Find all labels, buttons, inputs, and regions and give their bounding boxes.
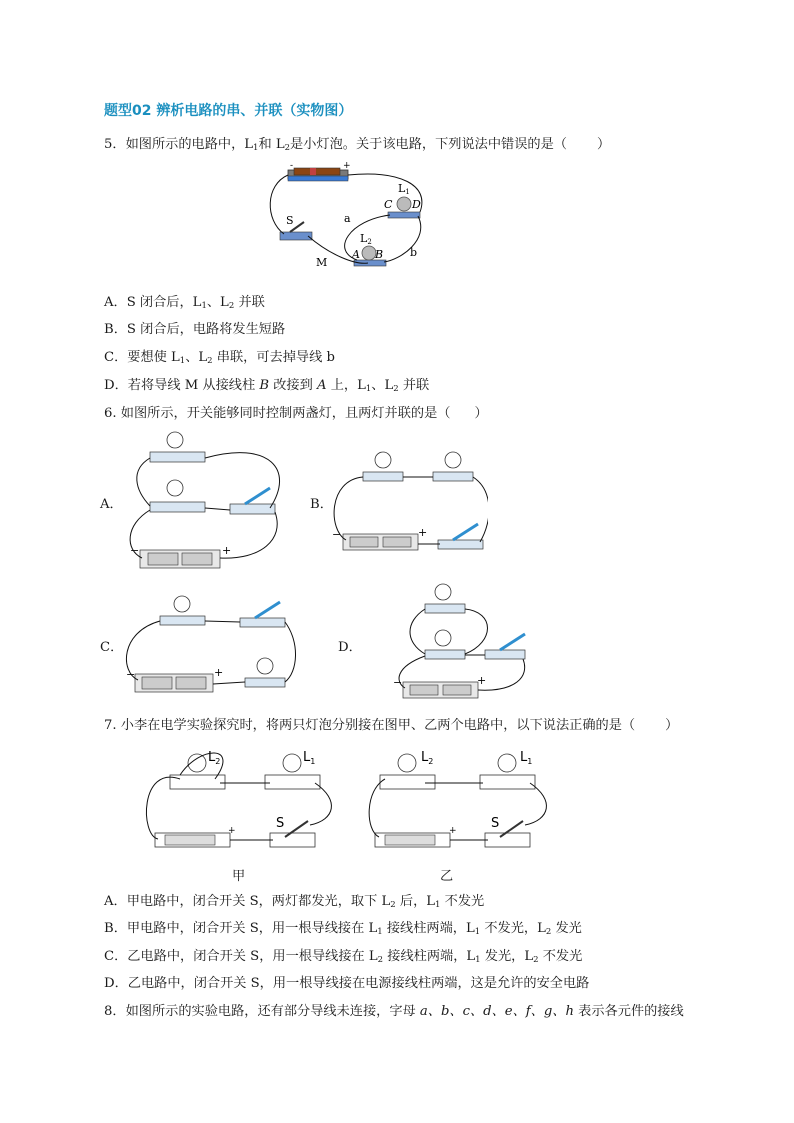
lamp-icon — [445, 452, 461, 468]
svg-text:S: S — [286, 214, 294, 227]
lamp-icon — [167, 432, 183, 448]
svg-text:L2: $L_2$ — [421, 750, 434, 766]
q6-label-b: B． — [310, 497, 333, 512]
lamp-l1-icon — [498, 754, 516, 772]
q7-stem: 7. 小李在电学实验探究时，将两只灯泡分别接在图甲、乙两个电路中，以下说法正确的是（ ） — [104, 718, 679, 733]
svg-text:S: S — [276, 816, 285, 831]
q6-figure-d — [385, 582, 545, 707]
switch-icon — [280, 232, 312, 240]
q5-option-c: C．要想使 $L_1$、$L_2$ 串联，可去掉导线 b — [104, 350, 335, 366]
q7-option-d: D．乙电路中，闭合开关 S，用一根导线接在电源接线柱两端，这是允许的安全电路 — [104, 976, 590, 991]
switch-icon — [230, 504, 275, 514]
svg-text:L1: $L_1$ — [303, 750, 316, 766]
q7-option-b: B．甲电路中，闭合开关 S，用一根导线接在 $L_1$ 接线柱两端，$L_1$ 不发光，$L_2$ 发光 — [104, 921, 582, 937]
lamp-icon — [167, 480, 183, 496]
svg-text:+: + — [222, 544, 232, 557]
svg-text:−: − — [130, 544, 140, 557]
q5-option-b: B．S 闭合后，电路将发生短路 — [104, 322, 286, 337]
switch-icon — [240, 618, 285, 627]
q7-label-yi: 乙 — [440, 869, 454, 884]
q7-label-jia: 甲 — [232, 869, 246, 884]
svg-text:−: − — [126, 668, 136, 681]
svg-text:D: D — [412, 198, 421, 211]
svg-text:b: b — [410, 246, 418, 259]
q6-stem: 6. 如图所示，开关能够同时控制两盏灯，且两灯并联的是（ ） — [104, 406, 488, 421]
q6-label-d: D． — [338, 640, 362, 655]
svg-text:L1: $L_1$ — [520, 750, 533, 766]
switch-icon — [485, 650, 525, 659]
lamp-icon — [174, 596, 190, 612]
q6-label-a: A． — [100, 497, 123, 512]
svg-text:B: B — [375, 248, 384, 261]
switch-icon — [438, 540, 483, 549]
svg-text:+: + — [214, 666, 224, 679]
lamp-l1-icon — [388, 212, 420, 218]
lamp-icon — [435, 630, 451, 646]
svg-text:M: M — [316, 256, 328, 269]
lamp-l1-icon — [283, 754, 301, 772]
lamp-icon — [257, 658, 273, 674]
q7-option-c: C．乙电路中，闭合开关 S，用一根导线接在 $L_2$ 接线柱两端，$L_1$ 发光，$L_2$ 不发光 — [104, 949, 583, 965]
lamp-icon — [375, 452, 391, 468]
svg-text:+: + — [228, 826, 236, 836]
q8-stem: 8．如图所示的实验电路，还有部分导线未连接，字母 a、b、c、d、e、f、g、h 表示各元件的接线 — [104, 1004, 684, 1019]
svg-text:+: + — [477, 674, 487, 687]
q6-label-c: C． — [100, 640, 124, 655]
svg-text:−: − — [332, 528, 342, 541]
q5-option-a: A．S 闭合后，$L_1$、$L_2$ 并联 — [104, 295, 265, 311]
q5-circuit-figure — [260, 160, 440, 280]
q7-figure-jia — [140, 745, 340, 860]
lamp-l2-icon — [398, 754, 416, 772]
svg-text:-: - — [290, 161, 294, 171]
q6-figure-c — [120, 592, 300, 702]
switch-icon — [270, 833, 315, 847]
svg-text:a: a — [344, 212, 351, 225]
svg-text:L2: $L_2$ — [208, 750, 221, 766]
q7-figure-yi — [365, 745, 565, 860]
q7-option-a: A．甲电路中，闭合开关 S，两灯都发光，取下 $L_2$ 后，$L_1$ 不发光 — [104, 894, 485, 910]
section-heading: 题型02 辨析电路的串、并联（实物图） — [104, 103, 353, 119]
svg-text:+: + — [449, 826, 457, 836]
q6-figure-a — [120, 430, 295, 580]
lamp-icon — [435, 584, 451, 600]
switch-icon — [485, 833, 530, 847]
q5-option-d: D．若将导线 M 从接线柱 B 改接到 A 上，$L_1$、$L_2$ 并联 — [104, 378, 430, 394]
svg-text:C: C — [384, 198, 393, 211]
svg-text:L2: L2 — [360, 232, 372, 246]
q6-figure-b — [328, 450, 488, 560]
svg-text:+: + — [418, 526, 428, 539]
svg-text:L1: L1 — [398, 182, 410, 196]
q5-stem: 5．如图所示的电路中，$L_1$和 $L_2$是小灯泡。关于该电路，下列说法中错误的是（ ） — [104, 137, 611, 153]
svg-text:−: − — [393, 676, 403, 689]
svg-text:+: + — [343, 161, 351, 171]
svg-text:S: S — [491, 816, 500, 831]
svg-text:A: A — [352, 248, 360, 261]
